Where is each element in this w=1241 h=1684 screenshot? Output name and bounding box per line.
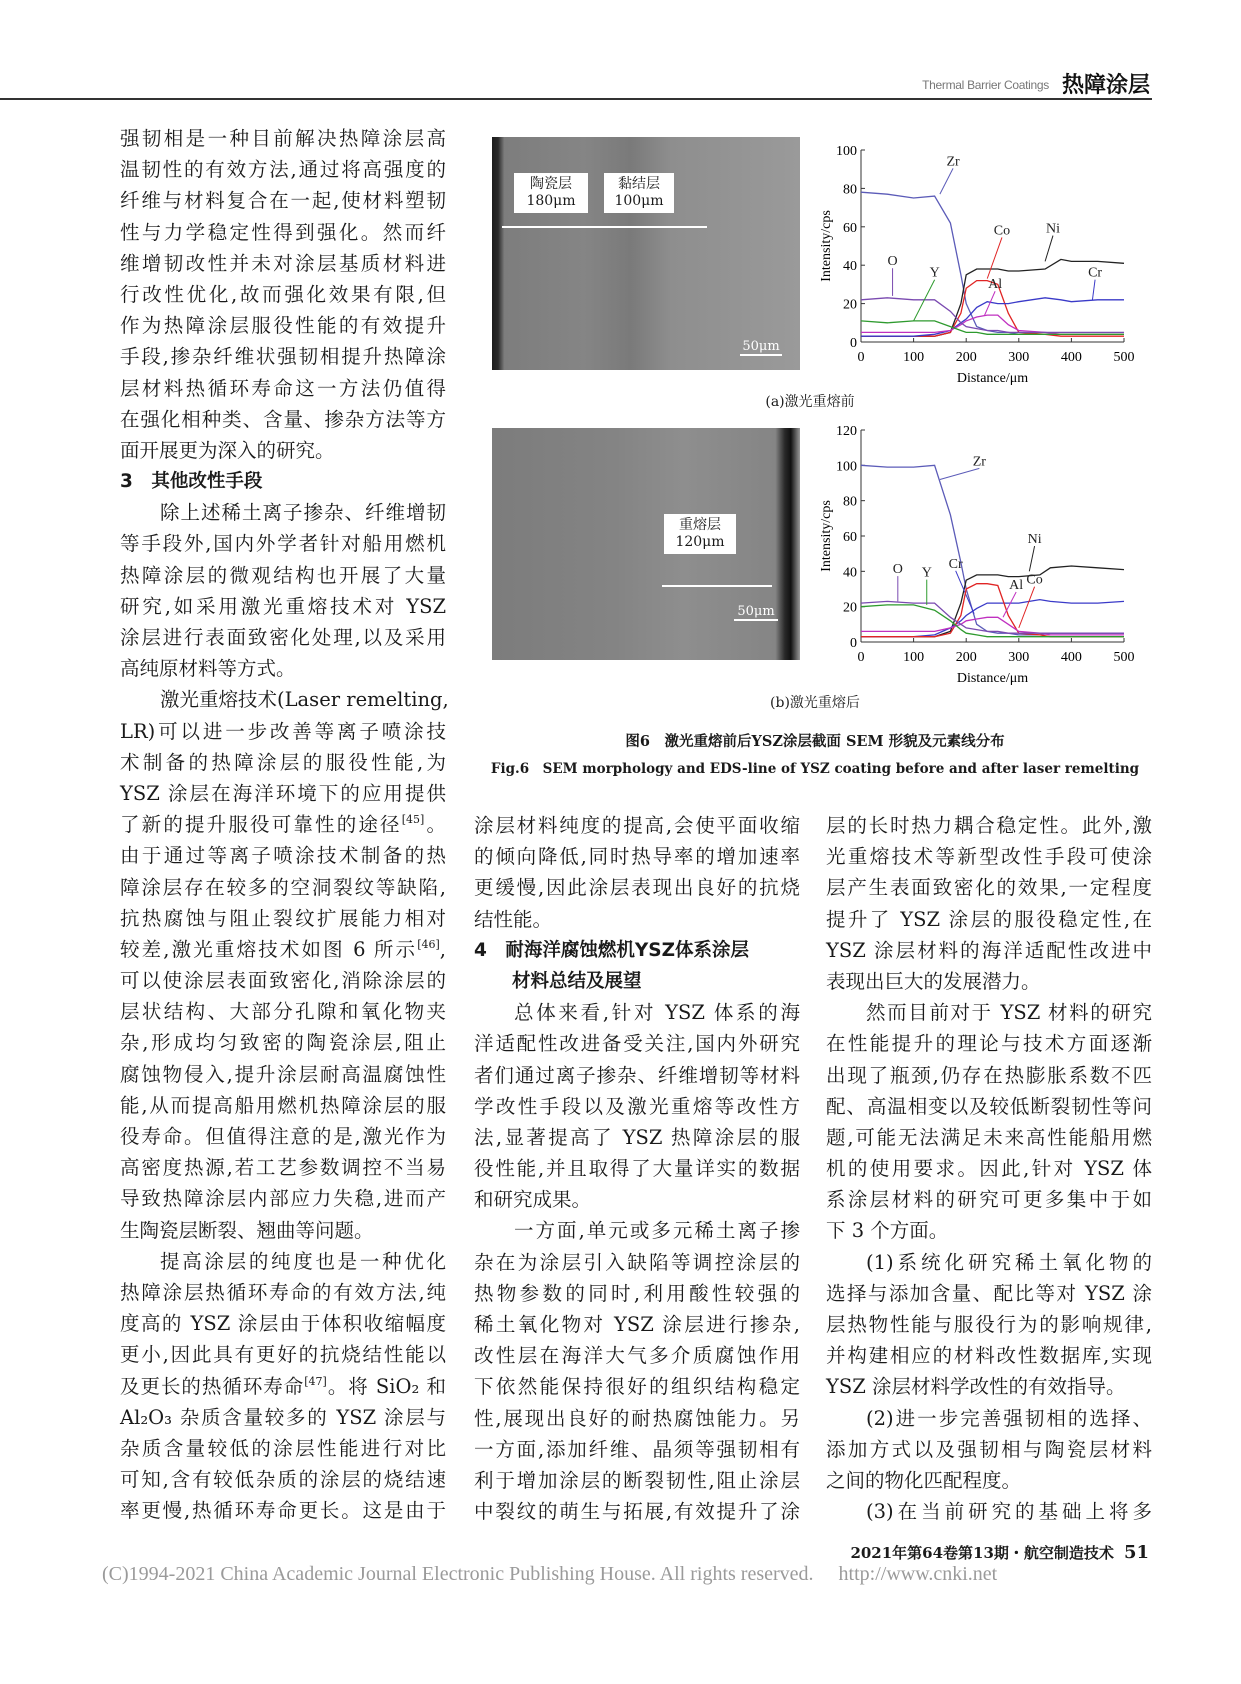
journal-issue: 2021年第64卷第13期・航空制造技术 [850, 1544, 1114, 1562]
text-line [120, 1402, 446, 1433]
y-tick-label: 80 [843, 182, 857, 198]
text-line-content: (3)在当前研究的基础上将多 [866, 1500, 1152, 1524]
section-heading [120, 466, 446, 497]
sem-label-bond-size: 100μm [614, 193, 664, 209]
sem-label-bond-name: 黏结层 [618, 176, 660, 192]
text-line-content: 4 耐海洋腐蚀燃机YSZ体系涂层 [474, 939, 750, 961]
annotation-arrow [987, 237, 1002, 278]
text-line [826, 841, 1152, 872]
text-line-content: 洋适配性改进备受关注,国内外研究 [474, 1032, 800, 1056]
text-line-content: 导致热障涂层内部应力失稳,进而产 [120, 1187, 446, 1211]
x-axis-label: Distance/μm [956, 671, 1029, 686]
y-tick-label: 40 [843, 259, 857, 275]
text-line-content: 面开展更为深入的研究。 [120, 438, 335, 462]
text-line-content: 学改性手段以及激光重熔等改性方 [474, 1094, 800, 1118]
text-line [120, 684, 449, 715]
text-line [826, 966, 1152, 997]
text-line-content: 并构建相应的材料改性数据库,实现 [826, 1344, 1152, 1368]
text-line [826, 935, 1152, 966]
text-line-content: 度高的 YSZ 涂层由于体积收缩幅度 [120, 1312, 446, 1336]
text-line [474, 1091, 800, 1122]
text-line-content: 高密度热源,若工艺参数调控不当易 [120, 1156, 446, 1180]
text-line-content: 的倾向降低,同时热导率的增加速率 [474, 845, 800, 869]
text-line-content: 下 3 个方面。 [826, 1219, 949, 1243]
text-line [826, 1091, 1152, 1122]
text-line-content: 热障涂层的微观结构也开展了大量 [120, 563, 446, 587]
text-line-content: 表现出巨大的发展潜力。 [826, 969, 1041, 993]
text-line-content: 之间的物化匹配程度。 [826, 1468, 1022, 1492]
header-divider [0, 98, 1152, 100]
x-tick-label: 100 [903, 350, 925, 365]
series-label-y: Y [929, 265, 940, 281]
text-line-content: 材料总结及展望 [512, 970, 642, 992]
text-line-content: 层产生表面致密化的效果,一定程度 [826, 876, 1152, 900]
text-line [826, 1371, 1152, 1402]
section-heading [474, 966, 800, 997]
text-line-content: 配、高温相变以及较低断裂韧性等问 [826, 1094, 1152, 1118]
text-line-content: 下依然能保持很好的组织结构稳定 [474, 1375, 800, 1399]
text-line-content: 层状结构、大部分孔隙和氧化物夹 [120, 1000, 446, 1024]
text-line-content: 改性层在海洋大气多介质腐蚀作用 [474, 1344, 800, 1368]
text-line [826, 904, 1152, 935]
series-label-co: Co [993, 223, 1011, 239]
text-line [474, 1028, 800, 1059]
series-line-co [861, 584, 1124, 637]
text-line [120, 1121, 446, 1152]
citation-ref: [45] [401, 813, 425, 827]
text-line-content: 层材料热循环寿命这一方法仍值得 [120, 376, 446, 400]
text-line [120, 840, 446, 871]
series-label-zr: Zr [972, 454, 986, 470]
y-tick-label: 100 [836, 144, 857, 159]
text-line [474, 1060, 800, 1091]
sem-scale-bar: 50μm [734, 604, 778, 621]
header-title-cn: 热障涂层 [1061, 73, 1150, 98]
text-line [826, 1434, 1152, 1465]
citation-ref: [47] [304, 1374, 327, 1388]
text-line-content: YSZ 涂层材料学改性的有效指导。 [826, 1375, 1126, 1399]
y-tick-label: 0 [850, 336, 857, 351]
text-line [120, 248, 446, 279]
text-line [120, 1059, 446, 1090]
text-line-content: 激光重熔技术(Laser remelting, [160, 688, 449, 712]
x-tick-label: 100 [903, 650, 925, 665]
text-line-content: 题,可能无法满足未来高性能船用燃 [826, 1125, 1152, 1149]
text-line-content: 中裂纹的萌生与拓展,有效提升了涂 [474, 1500, 800, 1524]
text-line [120, 528, 446, 559]
text-line-content: 较差,激光重熔技术如图 6 所示 [120, 937, 418, 961]
text-line [826, 810, 1152, 841]
text-line [120, 591, 446, 622]
sem-label-ceramic-name: 陶瓷层 [530, 176, 572, 192]
eds-line-chart-after [810, 418, 1150, 693]
text-line [474, 997, 800, 1028]
text-line-content: 结性能。 [474, 907, 553, 931]
text-line [120, 1183, 446, 1214]
text-line-content: 维增韧改性并未对涂层基质材料进 [120, 251, 446, 275]
text-line [120, 622, 446, 653]
text-line [474, 904, 800, 935]
text-line [474, 1496, 800, 1527]
text-line [120, 310, 446, 341]
text-line [474, 1122, 800, 1153]
text-line [120, 903, 446, 934]
text-line [120, 653, 446, 684]
series-label-cr: Cr [948, 556, 963, 572]
text-line-content: 纤维与材料复合在一起,使材料塑韧 [120, 189, 446, 213]
text-line-content: 及更长的热循环寿命 [120, 1374, 305, 1398]
y-tick-label: 100 [836, 459, 857, 475]
text-line [120, 560, 446, 591]
x-tick-label: 300 [1008, 350, 1030, 365]
x-tick-label: 0 [857, 350, 865, 365]
text-line-content: 行改性优化,故而强化效果有限,但 [120, 282, 446, 306]
x-tick-label: 200 [955, 350, 977, 365]
text-line [120, 1339, 446, 1370]
text-line [826, 1184, 1152, 1215]
text-line-content: 提高涂层的纯度也是一种优化 [160, 1249, 446, 1273]
x-tick-label: 200 [955, 650, 977, 665]
text-line-content: 性与力学稳定性得到强化。然而纤 [120, 220, 446, 244]
series-label-o: O [892, 562, 903, 578]
text-line-content: 然而目前对于 YSZ 材料的研究 [866, 1001, 1152, 1025]
text-line-content: 3 其他改性手段 [120, 471, 263, 493]
text-line-content: 障涂层存在较多的空洞裂纹等缺陷, [120, 875, 446, 899]
copyright-watermark: (C)1994-2021 China Academic Journal Electronic Publishing House. All rights reserved. http://www.cnki.net [102, 1563, 998, 1585]
text-line [120, 1495, 446, 1526]
sem-label-remelt-size: 120μm [675, 534, 725, 550]
x-tick-label: 400 [1060, 650, 1082, 665]
annotation-arrow [940, 168, 953, 194]
text-line-content: YSZ 涂层材料的海洋适配性改进中 [826, 938, 1152, 962]
text-line-content: YSZ 涂层在海洋环境下的应用提供 [120, 781, 446, 805]
text-line-content: 杂在为涂层引入缺陷等调控涂层的 [474, 1250, 800, 1274]
y-tick-label: 20 [843, 600, 857, 616]
text-line [826, 1278, 1152, 1309]
x-tick-label: 0 [857, 650, 865, 665]
text-line [120, 996, 446, 1027]
text-line [120, 1246, 446, 1277]
y-tick-label: 40 [843, 565, 857, 581]
figure-caption-en: Fig.6 SEM morphology and EDS-line of YSZ coating before and after laser remelting [490, 761, 1140, 777]
text-line [120, 1090, 446, 1121]
y-tick-label: 20 [843, 297, 857, 313]
header-title-en: Thermal Barrier Coatings [922, 78, 1049, 92]
text-line [826, 1028, 1152, 1059]
series-label-al: Al [1009, 578, 1024, 593]
text-line-content: 光重熔技术等新型改性手段可使涂 [826, 845, 1152, 869]
text-line-content: 层的长时热力耦合稳定性。此外,激 [826, 814, 1152, 837]
series-label-al: Al [988, 277, 1003, 293]
text-column-middle [474, 810, 800, 1527]
text-line-content: 温韧性的有效方法,通过将高强度的 [120, 158, 446, 182]
text-line [474, 810, 800, 841]
text-line-content: 生陶瓷层断裂、翘曲等问题。 [120, 1218, 374, 1242]
text-line [120, 217, 446, 248]
x-tick-label: 300 [1008, 650, 1030, 665]
text-line-content: 一方面,单元或多元稀土离子掺 [514, 1219, 800, 1243]
text-line [826, 1153, 1152, 1184]
y-axis-label: Intensity/cps [819, 210, 834, 282]
text-line-content: 役寿命。但值得注意的是,激光作为 [120, 1125, 446, 1148]
text-line-content: 热障涂层热循环寿命的有效方法,纯 [120, 1280, 446, 1304]
text-line-content: 涂层进行表面致密化处理,以及采用 [120, 626, 446, 649]
text-line [826, 1122, 1152, 1153]
text-line-content: 系涂层材料的研究可更多集中于如 [826, 1188, 1152, 1212]
sem-image-before [492, 137, 800, 370]
series-label-ni: Ni [1045, 221, 1060, 237]
x-tick-label: 500 [1113, 350, 1135, 365]
text-line [474, 1184, 800, 1215]
text-line [474, 841, 800, 872]
x-axis-label: Distance/μm [956, 371, 1029, 386]
text-line-content: 腐蚀物侵入,提升涂层耐高温腐蚀性 [120, 1062, 446, 1086]
text-line-content: 性,展现出良好的耐热腐蚀能力。另 [474, 1406, 800, 1430]
text-line-content: 可以使涂层表面致密化,消除涂层的 [120, 969, 446, 993]
text-line-content: (1)系统化研究稀土氧化物的 [866, 1250, 1152, 1274]
text-line-content: 由于通过等离子喷涂技术制备的热 [120, 844, 446, 868]
text-line [474, 1340, 800, 1371]
text-line [826, 872, 1152, 903]
text-line [474, 1465, 800, 1496]
text-line-content: 法,显著提高了 YSZ 热障涂层的服 [474, 1125, 800, 1149]
x-tick-label: 500 [1113, 650, 1135, 665]
eds-line-chart-before [810, 135, 1150, 395]
y-tick-label: 0 [850, 636, 857, 651]
text-line-content: 在强化相种类、含量、掺杂方法等方 [120, 407, 446, 431]
text-line-content: 更缓慢,因此涂层表现出良好的抗烧 [474, 876, 800, 900]
text-line [826, 1247, 1152, 1278]
series-label-o: O [887, 254, 898, 270]
text-line-content: 杂质含量较低的涂层性能进行对比 [120, 1436, 446, 1460]
text-line-content: 稀土氧化物对 YSZ 涂层进行掺杂, [474, 1313, 800, 1336]
text-line [120, 1152, 446, 1183]
citation-ref: [46] [417, 937, 440, 951]
text-line-content: 热物参数的同时,利用酸性较强的 [474, 1281, 800, 1305]
text-line [120, 1215, 446, 1246]
text-line-content: 术制备的热障涂层的服役性能,为 [120, 750, 446, 774]
sem-label-bond [604, 173, 674, 213]
text-line [120, 1464, 446, 1495]
text-line [120, 373, 446, 404]
sem-scale-bar: 50μm [740, 339, 782, 356]
text-line-content: 率更慢,热循环寿命更长。这是由于 [120, 1499, 446, 1523]
text-line-content: (2)进一步完善强韧相的选择、 [866, 1406, 1152, 1430]
y-tick-label: 80 [843, 494, 857, 510]
series-label-zr: Zr [946, 154, 960, 170]
y-tick-label: 120 [836, 424, 857, 439]
text-line-content: 一方面,添加纤维、晶须等强韧相有 [474, 1437, 800, 1461]
text-line-content: 能,从而提高船用燃机热障涂层的服 [120, 1093, 446, 1117]
sem-label-remelt-name: 重熔层 [679, 517, 721, 533]
caption-b: (b)激光重熔后 [770, 695, 860, 711]
text-line-tail: , [439, 937, 446, 961]
text-line-content: 研究,如采用激光重熔技术对 YSZ [120, 594, 446, 618]
text-line-content: 者们通过离子掺杂、纤维增韧等材料 [474, 1063, 800, 1087]
text-line [120, 1277, 446, 1308]
text-line [474, 1434, 800, 1465]
text-line [120, 716, 446, 747]
text-line-content: 和研究成果。 [474, 1188, 592, 1212]
text-line-content: 添加方式以及强韧相与陶瓷层材料 [826, 1437, 1152, 1461]
text-line [474, 1278, 800, 1309]
series-label-co: Co [1026, 572, 1043, 588]
text-line-content: 可知,含有较低杂质的涂层的烧结速 [120, 1468, 446, 1492]
text-line-content: 出现了瓶颈,仍存在热膨胀系数不匹 [826, 1063, 1152, 1087]
text-column-right [826, 810, 1152, 1527]
annotation-arrow [1045, 236, 1053, 262]
sem-measure-line [662, 585, 772, 587]
text-line-content: 杂,形成均匀致密的陶瓷涂层,阻止 [120, 1031, 446, 1055]
text-line [120, 934, 446, 965]
text-line [826, 1060, 1152, 1091]
text-line [120, 341, 446, 372]
text-line-content: 等手段外,国内外学者针对船用燃机 [120, 532, 446, 556]
text-line [474, 872, 800, 903]
sem-label-ceramic [514, 173, 588, 213]
series-label-y: Y [921, 565, 932, 581]
text-line [826, 1403, 1152, 1434]
text-line [120, 154, 446, 185]
figure-caption-cn: 图6 激光重熔前后YSZ涂层截面 SEM 形貌及元素线分布 [625, 733, 1005, 750]
text-line [474, 1153, 800, 1184]
text-line [120, 1433, 446, 1464]
y-axis-label: Intensity/cps [819, 500, 834, 572]
text-line-content: 层热物性能与服役行为的影响规律, [826, 1313, 1152, 1336]
text-line-content: 役性能,并且取得了大量详实的数据 [474, 1157, 800, 1181]
text-line [120, 185, 446, 216]
text-line-content: 手段,掺杂纤维状强韧相提升热障涂 [120, 345, 446, 369]
text-line [474, 1247, 800, 1278]
series-label-ni: Ni [1027, 532, 1042, 548]
text-line [120, 809, 446, 840]
text-line [474, 1309, 800, 1340]
text-line [120, 435, 446, 466]
series-label-cr: Cr [1088, 265, 1103, 281]
text-line-content: 高纯原材料等方式。 [120, 657, 296, 681]
text-line [120, 279, 446, 310]
text-line-content: 选择与添加含量、配比等对 YSZ 涂 [826, 1281, 1152, 1305]
sem-image-after [492, 428, 800, 660]
text-line-content: 强韧相是一种目前解决热障涂层高 [120, 127, 446, 150]
text-line [120, 778, 446, 809]
text-line-content: 除上述稀土离子掺杂、纤维增韧 [160, 501, 446, 525]
text-line [120, 747, 446, 778]
text-line-content: 在性能提升的理论与技术方面逐渐 [826, 1032, 1152, 1056]
text-line [120, 497, 446, 528]
sem-label-ceramic-size: 180μm [526, 193, 576, 209]
text-line [120, 1308, 446, 1339]
x-tick-label: 400 [1060, 350, 1082, 365]
text-line [826, 1496, 1152, 1527]
annotation-arrow [1029, 546, 1034, 571]
text-line-content: 机的使用要求。因此,针对 YSZ 体 [826, 1157, 1152, 1181]
annotation-arrow [1092, 280, 1095, 300]
text-line-content: 了新的提升服役可靠性的途径 [120, 813, 402, 837]
text-line [826, 1465, 1152, 1496]
y-tick-label: 60 [843, 530, 857, 545]
text-line-content: Al₂O₃ 杂质含量较多的 YSZ 涂层与 [120, 1405, 446, 1429]
text-line [826, 1215, 1152, 1246]
text-line [826, 997, 1152, 1028]
text-line [120, 965, 446, 996]
text-line-content: 更小,因此具有更好的抗烧结性能以 [120, 1343, 446, 1367]
text-line [826, 1309, 1152, 1340]
text-line-content: LR)可以进一步改善等离子喷涂技 [120, 719, 446, 743]
text-line-tail: 。 [424, 813, 446, 837]
section-heading [474, 935, 800, 966]
text-line [120, 1027, 446, 1058]
text-line-content: 利于增加涂层的断裂韧性,阻止涂层 [474, 1468, 800, 1492]
text-line-content: 涂层材料纯度的提高,会使平面收缩 [474, 814, 800, 837]
y-tick-label: 60 [843, 220, 857, 236]
text-line-content: 总体来看,针对 YSZ 体系的海 [514, 1001, 800, 1025]
series-line-zr [861, 465, 1124, 635]
text-line [120, 872, 446, 903]
sem-measure-line [502, 226, 707, 228]
text-line [474, 1371, 800, 1402]
page-number: 51 [1123, 1542, 1149, 1563]
text-line [826, 1340, 1152, 1371]
text-column-left [120, 123, 449, 1526]
text-line [120, 404, 446, 435]
text-line-content: 作为热障涂层服役性能的有效提升 [120, 314, 446, 338]
text-line [474, 1403, 800, 1434]
annotation-arrow [940, 468, 979, 479]
text-line [120, 123, 446, 154]
sem-label-remelt [664, 514, 736, 554]
text-line-content: 抗热腐蚀与阻止裂纹扩展能力相对 [120, 906, 446, 930]
text-line [474, 1215, 800, 1246]
text-line-tail: 。将 SiO₂ 和 [326, 1374, 446, 1398]
caption-a: (a)激光重熔前 [765, 394, 855, 410]
text-line [120, 1371, 446, 1402]
text-line-content: 提升了 YSZ 涂层的服役稳定性,在 [826, 907, 1152, 931]
